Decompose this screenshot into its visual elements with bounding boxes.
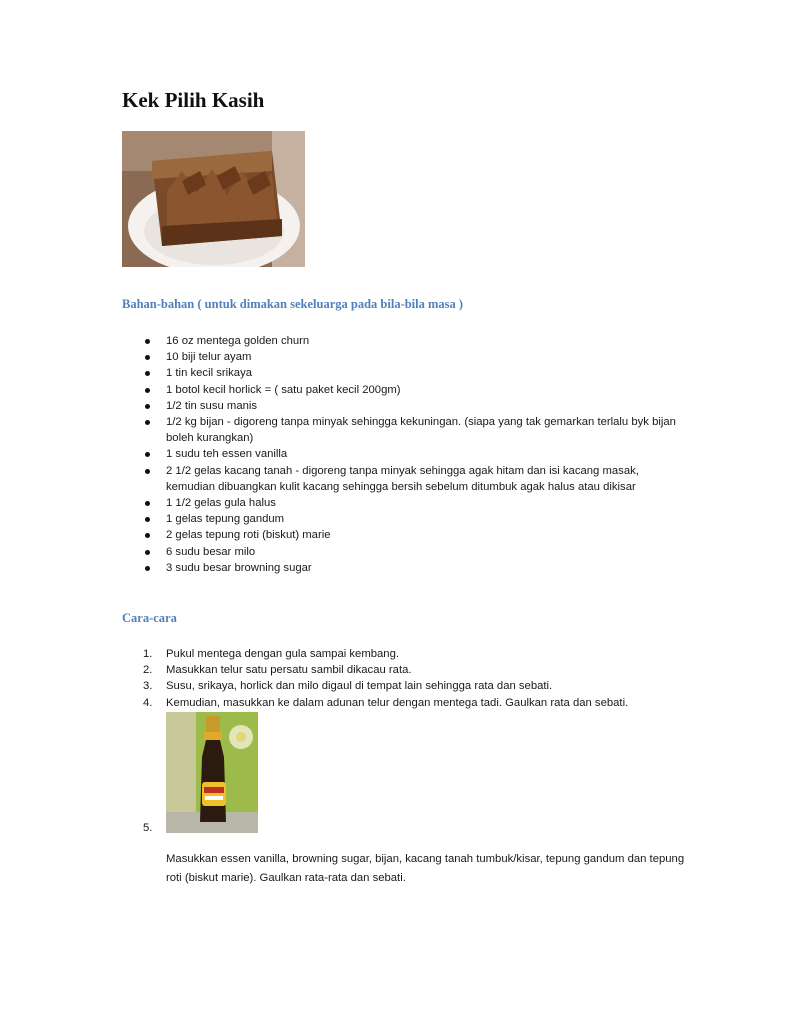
bullet-icon [145, 420, 150, 425]
list-item: 16 oz mentega golden churn [122, 333, 682, 349]
list-item: 2 gelas tepung roti (biskut) marie [122, 527, 682, 543]
step-text: Susu, srikaya, horlick dan milo digaul di tempat lain sehingga rata dan sebati. [166, 680, 553, 693]
bullet-icon [145, 371, 150, 376]
cake-photo [122, 131, 305, 267]
steps-heading: Cara-cara [122, 611, 177, 625]
step-number: 4. [143, 696, 153, 709]
step-number: 1. [143, 648, 153, 660]
bullet-icon [145, 566, 150, 571]
step-text: Masukkan telur satu persatu sambil dikacau rata. [166, 664, 412, 677]
steps-list [122, 646, 682, 711]
bullet-icon [145, 355, 150, 360]
step-number: 3. [143, 680, 153, 693]
step-number-5: 5. [143, 822, 153, 834]
list-item: 1 gelas tepung gandum [122, 511, 682, 527]
bullet-icon [145, 517, 150, 522]
list-item: 2 1/2 gelas kacang tanah - digoreng tanpa minyak sehingga agak hitam dan isi kacang masak, kemudian dibuangkan kulit kacang sehingga bersih sebelum ditumbuk agak halus atau dikisar [122, 463, 682, 495]
list-item: 10 biji telur ayam [122, 349, 682, 365]
step-item [122, 678, 682, 694]
bullet-icon [145, 404, 150, 409]
browning-sugar-bottle-photo [166, 712, 258, 833]
step-item [122, 695, 682, 711]
step-text: Kemudian, masukkan ke dalam adunan telur dengan mentega tadi. Gaulkan rata dan sebati. [166, 696, 629, 709]
step-5-text: Masukkan essen vanilla, browning sugar, bijan, kacang tanah tumbuk/kisar, tepung gandum dan tepung roti (biskut marie). Gaulkan rata-rata dan sebati. [166, 853, 685, 884]
bullet-icon [145, 469, 150, 474]
step-number: 2. [143, 664, 153, 677]
list-item: 1 1/2 gelas gula halus [122, 495, 682, 511]
bullet-icon [145, 339, 150, 344]
step-item [122, 646, 682, 662]
step-item [122, 662, 682, 678]
ingredients-list [122, 333, 682, 576]
bullet-icon [145, 388, 150, 393]
ingredients-heading: Bahan-bahan ( untuk dimakan sekeluarga pada bila-bila masa ) [122, 297, 464, 311]
list-item: 1/2 tin susu manis [122, 398, 682, 414]
bullet-icon [145, 533, 150, 538]
bullet-icon [145, 501, 150, 506]
list-item: 3 sudu besar browning sugar [122, 560, 682, 576]
bullet-icon [145, 550, 150, 555]
bullet-icon [145, 452, 150, 457]
list-item: 6 sudu besar milo [122, 544, 682, 560]
list-item: 1/2 kg bijan - digoreng tanpa minyak sehingga kekuningan. (siapa yang tak gemarkan terlalu byk bijan boleh kurangkan) [122, 414, 682, 446]
list-item: 1 sudu teh essen vanilla [122, 446, 682, 462]
step-text: Pukul mentega dengan gula sampai kembang. [166, 648, 399, 660]
recipe-title: Kek Pilih Kasih [122, 88, 265, 112]
list-item: 1 tin kecil srikaya [122, 365, 682, 381]
list-item: 1 botol kecil horlick = ( satu paket kecil 200gm) [122, 382, 682, 398]
